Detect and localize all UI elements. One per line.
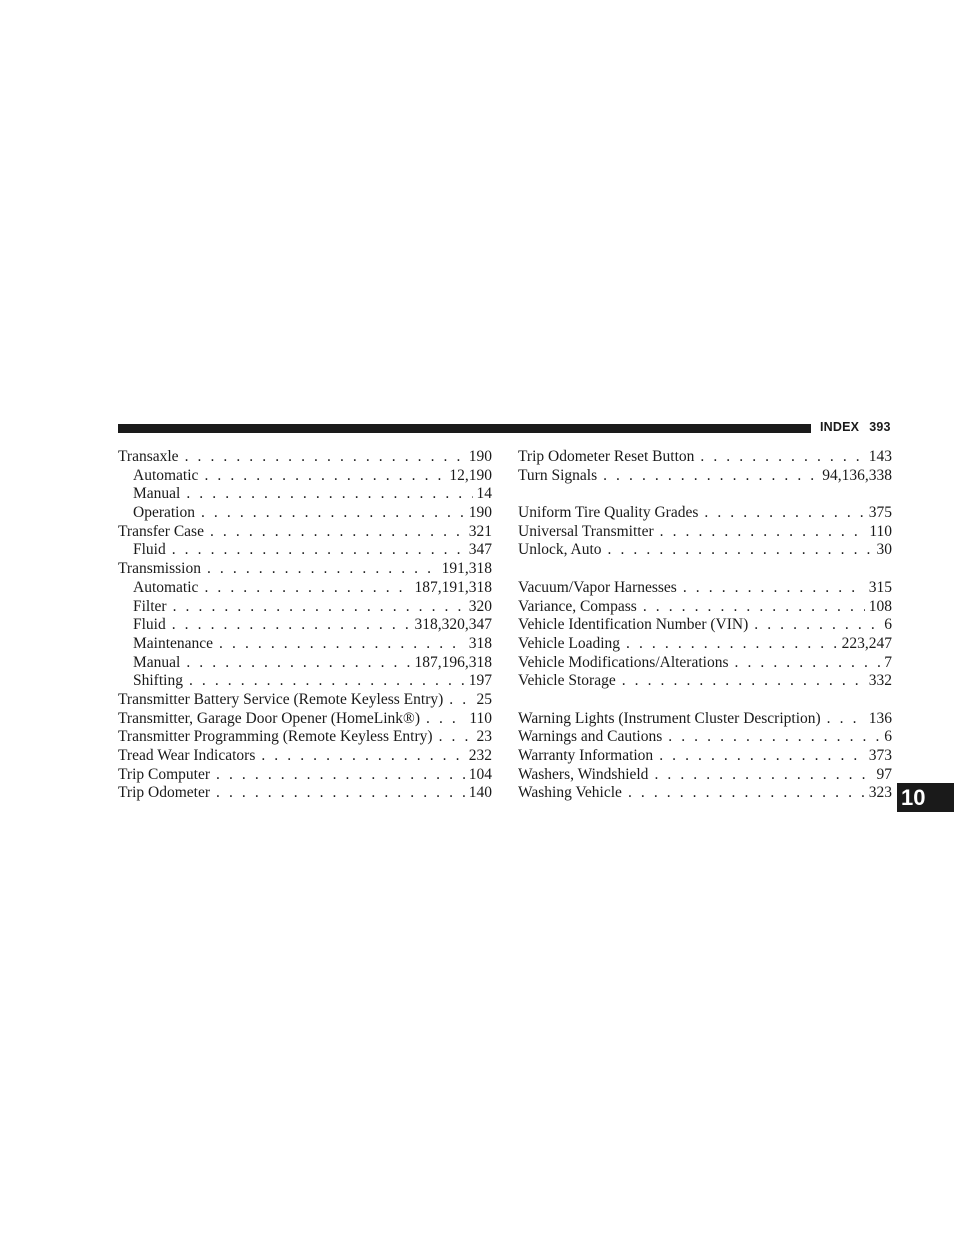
index-entry [118, 691, 492, 710]
index-page-ref: 190 [468, 504, 492, 522]
dot-leader [622, 672, 865, 691]
index-term: Automatic [133, 466, 199, 484]
dot-leader [735, 654, 881, 673]
index-entry [518, 654, 892, 673]
index-term: Trip Odometer [118, 784, 210, 802]
index-term: Fluid [133, 616, 166, 634]
index-term: Warranty Information [518, 747, 654, 764]
index-page-ref: 7 [884, 653, 892, 671]
dot-leader [603, 467, 818, 486]
dot-leader [704, 504, 864, 523]
index-term: Filter [133, 597, 167, 615]
index-column-right [518, 448, 892, 803]
index-entry [518, 728, 892, 747]
dot-leader [204, 579, 410, 598]
index-page-ref: 97 [876, 765, 892, 783]
dot-leader [659, 747, 865, 766]
dot-leader [426, 710, 465, 729]
dot-leader [628, 784, 865, 803]
index-term: Washers, Windshield [518, 765, 649, 783]
index-page-ref: 104 [468, 765, 492, 783]
dot-leader [683, 579, 865, 598]
index-term: Maintenance [133, 634, 214, 652]
index-term: Vehicle Modifications/Alterations [518, 653, 729, 671]
dot-leader [654, 766, 872, 785]
chapter-tab[interactable]: 10 [897, 783, 954, 812]
dot-leader [173, 598, 465, 617]
index-entry [118, 541, 492, 560]
dot-leader [186, 485, 472, 504]
index-entry [118, 766, 492, 785]
dot-leader [643, 598, 865, 617]
index-entry [118, 672, 492, 691]
index-entry [118, 485, 492, 504]
index-page-ref: 347 [468, 541, 492, 559]
index-term: Warnings and Cautions [518, 728, 663, 746]
index-entry [118, 467, 492, 486]
dot-leader [608, 541, 873, 560]
dot-leader [449, 691, 472, 710]
dot-leader [201, 504, 465, 523]
index-page-ref: 223,247 [841, 634, 892, 652]
dot-leader [207, 560, 438, 579]
index-term: Variance, Compass [518, 597, 637, 615]
index-page-ref: 318 [468, 634, 492, 652]
index-term: Manual [133, 653, 181, 671]
index-entry [118, 523, 492, 542]
index-term: Vehicle Identification Number (VIN) [518, 616, 749, 634]
dot-leader [668, 728, 880, 747]
index-term: Unlock, Auto [518, 541, 602, 559]
index-page-ref: 375 [868, 504, 892, 522]
index-entry [118, 448, 492, 467]
index-entry [518, 710, 892, 729]
index-term: Tread Wear Indicators [118, 747, 256, 764]
index-term: Washing Vehicle [518, 784, 622, 802]
dot-leader [216, 766, 465, 785]
index-page-ref: 187,191,318 [414, 578, 492, 596]
index-entry [518, 598, 892, 617]
index-page-ref: 108 [868, 597, 892, 615]
index-entry [518, 541, 892, 560]
index-entry [118, 747, 492, 766]
header-rule [118, 424, 811, 433]
dot-leader [210, 523, 465, 542]
index-term: Vacuum/Vapor Harnesses [518, 578, 677, 596]
index-term: Vehicle Storage [518, 672, 616, 690]
index-page-ref: 25 [476, 690, 492, 708]
index-page-ref: 14 [476, 485, 492, 503]
index-page-ref: 315 [868, 578, 892, 596]
index-page-ref: 187,196,318 [414, 653, 492, 671]
index-page-ref: 318,320,347 [414, 616, 492, 634]
index-page-ref: 94,136,338 [822, 466, 892, 484]
index-entry [118, 710, 492, 729]
index-entry [118, 504, 492, 523]
index-page-ref: 140 [468, 784, 492, 802]
index-column-left [118, 448, 492, 803]
index-term: Warning Lights (Instrument Cluster Description) [518, 709, 821, 727]
index-term: Shifting [133, 672, 183, 690]
dot-leader [754, 616, 880, 635]
index-page-ref: 190 [468, 448, 492, 465]
index-entry [518, 504, 892, 523]
index-page-ref: 191,318 [441, 560, 492, 578]
dot-leader [626, 635, 838, 654]
index-entry [518, 467, 892, 486]
page-number: 393 [869, 420, 891, 434]
dot-leader [660, 523, 866, 542]
index-entry [118, 784, 492, 803]
index-term: Transmitter Programming (Remote Keyless Entry) [118, 728, 433, 746]
index-entry [518, 448, 892, 467]
index-term: Transfer Case [118, 522, 204, 540]
dot-leader [827, 710, 865, 729]
index-page-ref: 373 [868, 747, 892, 764]
index-entry [118, 598, 492, 617]
index-term: Automatic [133, 578, 199, 596]
dot-leader [172, 541, 465, 560]
index-page-ref: 12,190 [449, 466, 492, 484]
index-entry [118, 560, 492, 579]
index-page-ref: 332 [868, 672, 892, 690]
index-page-ref: 232 [468, 747, 492, 764]
index-term: Manual [133, 485, 181, 503]
dot-leader [216, 784, 465, 803]
index-term: Universal Transmitter [518, 522, 654, 540]
running-header [820, 420, 891, 434]
dot-leader [172, 616, 411, 635]
index-term: Trip Computer [118, 765, 211, 783]
index-entry [518, 784, 892, 803]
index-term: Uniform Tire Quality Grades [518, 504, 699, 522]
index-term: Transmission [118, 560, 201, 578]
index-entry [518, 672, 892, 691]
index-entry [118, 616, 492, 635]
index-page-ref: 323 [868, 784, 892, 802]
index-entry [518, 579, 892, 598]
dot-leader [189, 672, 465, 691]
section-title: INDEX [820, 420, 860, 434]
index-term: Vehicle Loading [518, 634, 621, 652]
dot-leader [204, 467, 445, 486]
index-entry [518, 523, 892, 542]
index-term: Transmitter, Garage Door Opener (HomeLink®) [118, 709, 420, 727]
index-entry [518, 747, 892, 766]
index-term: Fluid [133, 541, 166, 559]
index-page-ref: 136 [868, 709, 892, 727]
index-entry [518, 766, 892, 785]
index-page-ref: 320 [468, 597, 492, 615]
dot-leader [700, 448, 864, 467]
index-entry [118, 579, 492, 598]
index-term: Transaxle [118, 448, 179, 465]
index-entry [118, 635, 492, 654]
dot-leader [439, 728, 473, 747]
index-term: Trip Odometer Reset Button [518, 448, 695, 465]
index-page-ref: 110 [869, 522, 892, 540]
index-page-ref: 143 [868, 448, 892, 465]
index-page-ref: 321 [468, 522, 492, 540]
index-page-ref: 197 [468, 672, 492, 690]
index-entry [518, 616, 892, 635]
index-page-ref: 6 [884, 728, 892, 746]
dot-leader [185, 448, 465, 467]
index-term: Turn Signals [518, 466, 598, 484]
index-entry [518, 635, 892, 654]
index-term: Transmitter Battery Service (Remote Keyless Entry) [118, 690, 444, 708]
index-page-ref: 23 [476, 728, 492, 746]
index-page-ref: 110 [469, 709, 492, 727]
index-entry [118, 654, 492, 673]
index-page-ref: 6 [884, 616, 892, 634]
dot-leader [186, 654, 410, 673]
dot-leader [219, 635, 465, 654]
index-page-ref: 30 [876, 541, 892, 559]
dot-leader [261, 747, 464, 766]
index-term: Operation [133, 504, 195, 522]
index-entry [118, 728, 492, 747]
